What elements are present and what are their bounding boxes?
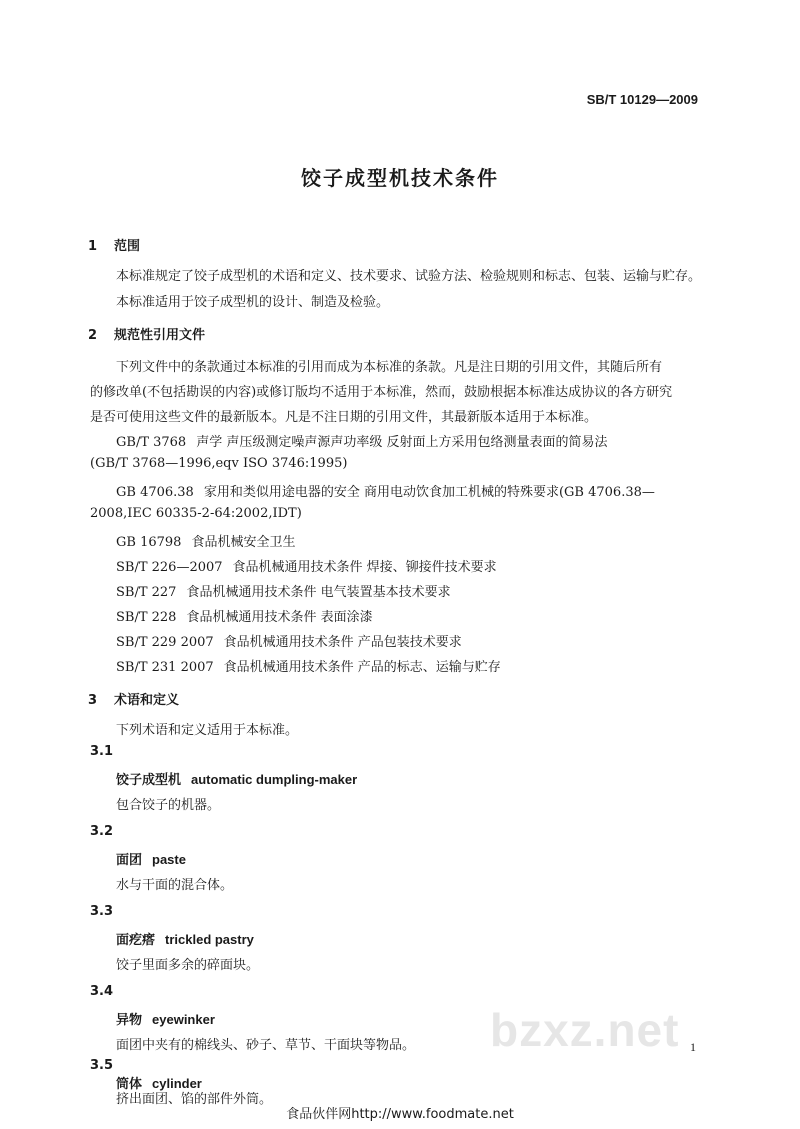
term-heading (116, 849, 186, 868)
reference-item (116, 431, 607, 450)
term-definition: 挤出面团、馅的部件外筒。 (116, 1092, 273, 1107)
reference-item (116, 656, 501, 675)
section-title: 术语和定义 (114, 693, 180, 708)
term-definition: 包合饺子的机器。 (116, 798, 221, 813)
term-en: cylinder (152, 1076, 202, 1091)
reference-item (116, 481, 655, 500)
term-definition: 水与干面的混合体。 (116, 878, 234, 893)
reference-code: SB/T 226—2007 (116, 560, 223, 575)
reference-title: 2008,IEC 60335-2-64:2002,IDT) (90, 506, 302, 521)
term-zh: 异物 (116, 1013, 143, 1028)
term-number: 3.3 (90, 904, 114, 919)
term-number: 3.4 (90, 984, 114, 999)
footer-site-link[interactable]: 食品伙伴网http://www.foodmate.net (286, 1107, 514, 1122)
normative-intro-line-3: 是否可使用这些文件的最新版本。凡是不注日期的引用文件，其最新版本适用于本标准。 (90, 410, 598, 425)
reference-title: 食品机械安全卫生 (191, 535, 296, 550)
reference-title: 食品机械通用技术条件 表面涂漆 (186, 610, 373, 625)
term-en: automatic dumpling-maker (191, 772, 358, 787)
normative-intro-line-2: 的修改单(不包括勘误的内容)或修订版均不适用于本标准，然而，鼓励根据本标准达成协议的各方研究 (90, 385, 673, 400)
normative-intro-line-1: 下列文件中的条款通过本标准的引用而成为本标准的条款。凡是注日期的引用文件，其随后所有 (116, 360, 663, 375)
reference-code: SB/T 228 (116, 610, 177, 625)
term-en: paste (152, 852, 186, 867)
term-heading (116, 929, 254, 948)
term-definition: 面团中夹有的棉线头、砂子、草节、干面块等物品。 (116, 1038, 416, 1053)
term-number: 3.5 (90, 1058, 114, 1073)
watermark: bzxz.net (490, 1004, 680, 1056)
section-1-heading (88, 235, 140, 254)
page-title: 饺子成型机技术条件 (301, 166, 499, 190)
reference-code: GB 4706.38 (116, 485, 194, 500)
reference-title: (GB/T 3768—1996,eqv ISO 3746:1995) (90, 456, 348, 471)
scope-paragraph-1: 本标准规定了饺子成型机的术语和定义、技术要求、试验方法、检验规则和标志、包装、运输与贮存。 (116, 269, 702, 284)
reference-item (116, 606, 373, 625)
reference-code: GB 16798 (116, 535, 182, 550)
term-zh: 面疙瘩 (116, 933, 156, 948)
reference-item (116, 556, 497, 575)
terms-intro: 下列术语和定义适用于本标准。 (116, 723, 299, 738)
section-number: 1 (88, 239, 98, 254)
doc-code: SB/T 10129—2009 (586, 92, 698, 107)
term-en: trickled pastry (165, 932, 254, 947)
term-zh: 筒体 (116, 1077, 143, 1092)
section-title: 范围 (114, 239, 141, 254)
term-number: 3.2 (90, 824, 114, 839)
reference-title: 食品机械通用技术条件 电气装置基本技术要求 (186, 585, 451, 600)
reference-code: SB/T 231 2007 (116, 660, 214, 675)
reference-title: 声学 声压级测定噪声源声功率级 反射面上方采用包络测量表面的简易法 (196, 435, 608, 450)
section-number: 3 (88, 693, 98, 708)
reference-item (90, 506, 302, 521)
reference-title: 家用和类似用途电器的安全 商用电动饮食加工机械的特殊要求(GB 4706.38— (203, 485, 655, 500)
section-3-heading (88, 689, 179, 708)
section-title: 规范性引用文件 (114, 328, 206, 343)
term-number: 3.1 (90, 744, 114, 759)
reference-code: SB/T 229 2007 (116, 635, 214, 650)
term-definition: 饺子里面多余的碎面块。 (116, 958, 260, 973)
term-zh: 饺子成型机 (116, 773, 182, 788)
section-number: 2 (88, 328, 98, 343)
reference-item (116, 631, 462, 650)
reference-code: SB/T 227 (116, 585, 177, 600)
reference-title: 食品机械通用技术条件 产品的标志、运输与贮存 (223, 660, 501, 675)
reference-title: 食品机械通用技术条件 焊接、铆接件技术要求 (232, 560, 497, 575)
reference-item (90, 456, 347, 471)
term-heading (116, 769, 357, 788)
reference-item (116, 531, 295, 550)
reference-code: GB/T 3768 (116, 435, 187, 450)
term-en: eyewinker (152, 1012, 215, 1027)
term-zh: 面团 (116, 853, 143, 868)
page-number: 1 (690, 1040, 696, 1054)
term-heading (116, 1009, 215, 1028)
scope-paragraph-2: 本标准适用于饺子成型机的设计、制造及检验。 (116, 295, 390, 310)
reference-item (116, 581, 451, 600)
section-2-heading (88, 324, 205, 343)
reference-title: 食品机械通用技术条件 产品包装技术要求 (223, 635, 462, 650)
